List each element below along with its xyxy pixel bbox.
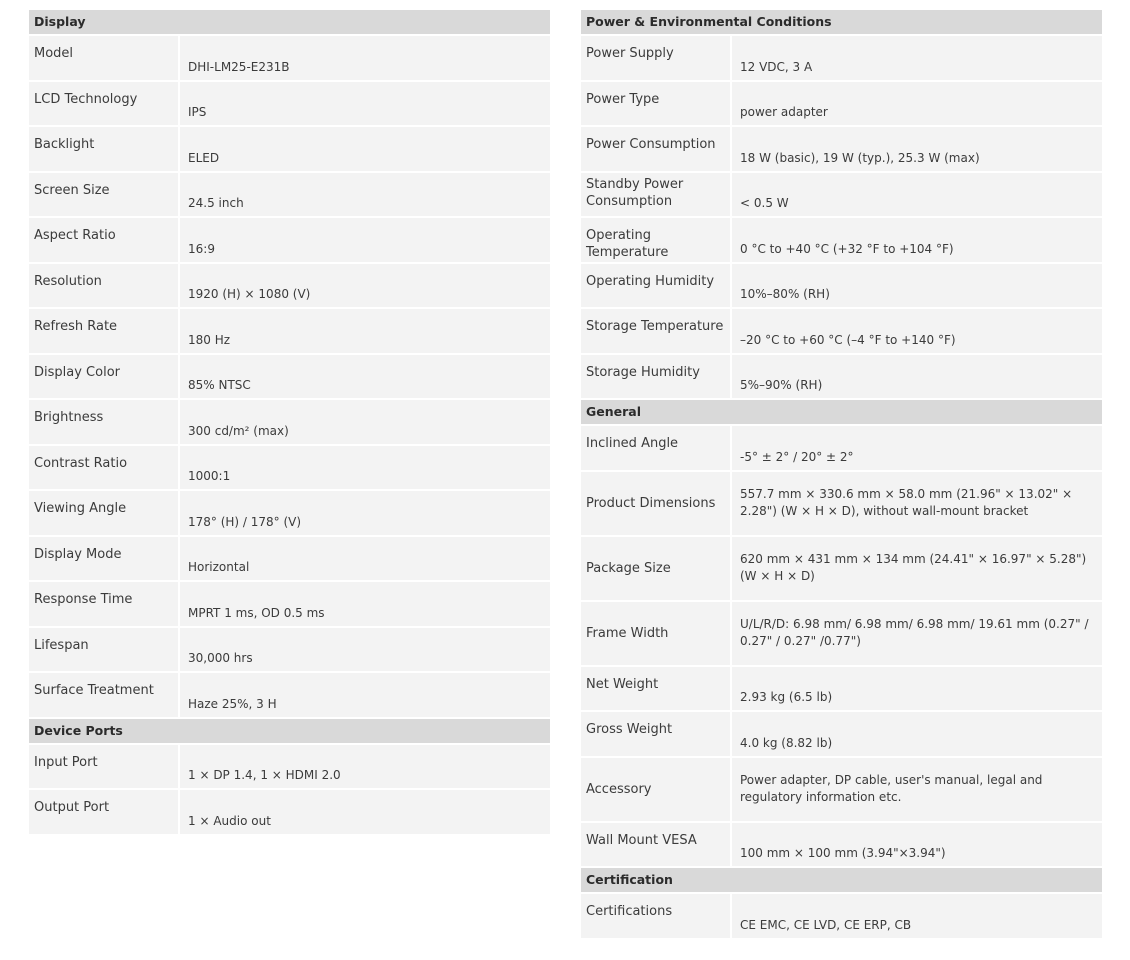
spec-table-left [29, 10, 550, 836]
spec-row [29, 218, 550, 264]
spec-row [581, 667, 1102, 713]
spec-value: Horizontal [188, 560, 250, 574]
spec-row [581, 426, 1102, 472]
spec-label: Refresh Rate [29, 309, 180, 353]
spec-value: power adapter [740, 105, 828, 119]
spec-value: 24.5 inch [188, 196, 244, 210]
spec-label: Accessory [581, 758, 732, 821]
spec-label: Output Port [29, 790, 180, 834]
spec-row [581, 355, 1102, 401]
spec-row [581, 264, 1102, 310]
spec-value: DHI-LM25-E231B [188, 59, 290, 74]
spec-row [29, 446, 550, 492]
spec-label: Lifespan [29, 628, 180, 672]
spec-value: 4.0 kg (8.82 lb) [740, 735, 833, 750]
spec-value: U/L/R/D: 6.98 mm/ 6.98 mm/ 6.98 mm/ 19.61 mm (0.27" / 0.27" / 0.27" /0.77") [740, 617, 1089, 648]
spec-row [29, 309, 550, 355]
spec-row [29, 173, 550, 219]
spec-row [29, 582, 550, 628]
spec-row [29, 355, 550, 401]
spec-value: 178° (H) / 178° (V) [188, 514, 302, 529]
spec-value: 12 VDC, 3 A [740, 59, 813, 74]
spec-label: Resolution [29, 264, 180, 308]
section-header-general: General [581, 400, 1102, 426]
spec-label: Inclined Angle [581, 426, 732, 470]
spec-value: 5%–90% (RH) [740, 378, 823, 392]
spec-label: Aspect Ratio [29, 218, 180, 262]
section-header-power: Power & Environmental Conditions [581, 10, 1102, 36]
spec-label: Contrast Ratio [29, 446, 180, 490]
spec-row [29, 264, 550, 310]
spec-row [581, 472, 1102, 537]
spec-label: Viewing Angle [29, 491, 180, 535]
spec-value: 1000:1 [188, 469, 231, 483]
spec-row [29, 400, 550, 446]
spec-row [29, 36, 550, 82]
section-header-display: Display [29, 10, 550, 36]
spec-value: -5° ± 2° / 20° ± 2° [740, 449, 854, 464]
spec-value: 0 °C to +40 °C (+32 °F to +104 °F) [740, 241, 954, 256]
spec-value: 557.7 mm × 330.6 mm × 58.0 mm (21.96" × 13.02" × 2.28") (W × H × D), without wall-mount bracket [740, 487, 1073, 518]
spec-row [581, 712, 1102, 758]
spec-value: –20 °C to +60 °C (–4 °F to +140 °F) [740, 332, 956, 347]
spec-label: Display Mode [29, 537, 180, 581]
spec-row [29, 491, 550, 537]
spec-row [29, 82, 550, 128]
spec-label: Standby Power Consumption [581, 173, 732, 217]
spec-row [581, 602, 1102, 667]
spec-label: Backlight [29, 127, 180, 171]
spec-value: Power adapter, DP cable, user's manual, legal and regulatory information etc. [740, 773, 1043, 804]
spec-row [581, 36, 1102, 82]
spec-label: Storage Humidity [581, 355, 732, 399]
spec-label: Frame Width [581, 602, 732, 665]
spec-label: Power Supply [581, 36, 732, 80]
spec-label: Storage Temperature [581, 309, 732, 353]
spec-row [29, 127, 550, 173]
spec-label: Model [29, 36, 180, 80]
spec-value: 300 cd/m² (max) [188, 423, 289, 438]
section-header-certification: Certification [581, 868, 1102, 894]
spec-label: Wall Mount VESA [581, 823, 732, 867]
spec-value: 85% NTSC [188, 378, 251, 392]
spec-label: Certifications [581, 894, 732, 938]
spec-row [29, 537, 550, 583]
spec-value: 1920 (H) × 1080 (V) [188, 287, 311, 301]
spec-value: CE EMC, CE LVD, CE ERP, CB [740, 917, 912, 932]
spec-label: Display Color [29, 355, 180, 399]
spec-value: < 0.5 W [740, 196, 789, 210]
spec-label: Product Dimensions [581, 472, 732, 535]
spec-row [581, 309, 1102, 355]
spec-label: LCD Technology [29, 82, 180, 126]
spec-label: Gross Weight [581, 712, 732, 756]
spec-label: Surface Treatment [29, 673, 180, 717]
section-header-device-ports: Device Ports [29, 719, 550, 745]
spec-label: Response Time [29, 582, 180, 626]
spec-label: Screen Size [29, 173, 180, 217]
spec-value: 1 × Audio out [188, 813, 271, 828]
spec-row [29, 628, 550, 674]
spec-table-right [581, 10, 1102, 940]
spec-label: Power Type [581, 82, 732, 126]
spec-row [29, 745, 550, 791]
spec-row [581, 537, 1102, 602]
spec-value: 18 W (basic), 19 W (typ.), 25.3 W (max) [740, 150, 980, 165]
spec-label: Brightness [29, 400, 180, 444]
spec-value: ELED [188, 150, 220, 165]
spec-value: 30,000 hrs [188, 651, 253, 665]
spec-value: 2.93 kg (6.5 lb) [740, 690, 833, 704]
spec-value: 620 mm × 431 mm × 134 mm (24.41" × 16.97" × 5.28") (W × H × D) [740, 552, 1087, 583]
spec-label: Operating Temperature [581, 218, 732, 262]
spec-value: 16:9 [188, 241, 215, 256]
spec-row [581, 218, 1102, 264]
spec-value: IPS [188, 105, 207, 119]
spec-value: 100 mm × 100 mm (3.94"×3.94") [740, 846, 946, 860]
spec-row [29, 673, 550, 719]
spec-row [29, 790, 550, 836]
spec-row [581, 82, 1102, 128]
spec-label: Package Size [581, 537, 732, 600]
spec-row [581, 127, 1102, 173]
spec-value: 1 × DP 1.4, 1 × HDMI 2.0 [188, 768, 341, 782]
spec-row [581, 173, 1102, 219]
spec-value: 180 Hz [188, 332, 231, 347]
spec-value: 10%–80% (RH) [740, 287, 830, 301]
spec-value: Haze 25%, 3 H [188, 696, 277, 711]
spec-row [581, 758, 1102, 823]
spec-label: Operating Humidity [581, 264, 732, 308]
spec-label: Input Port [29, 745, 180, 789]
spec-label: Power Consumption [581, 127, 732, 171]
spec-label: Net Weight [581, 667, 732, 711]
spec-value: MPRT 1 ms, OD 0.5 ms [188, 605, 325, 620]
spec-row [581, 823, 1102, 869]
spec-row [581, 894, 1102, 940]
